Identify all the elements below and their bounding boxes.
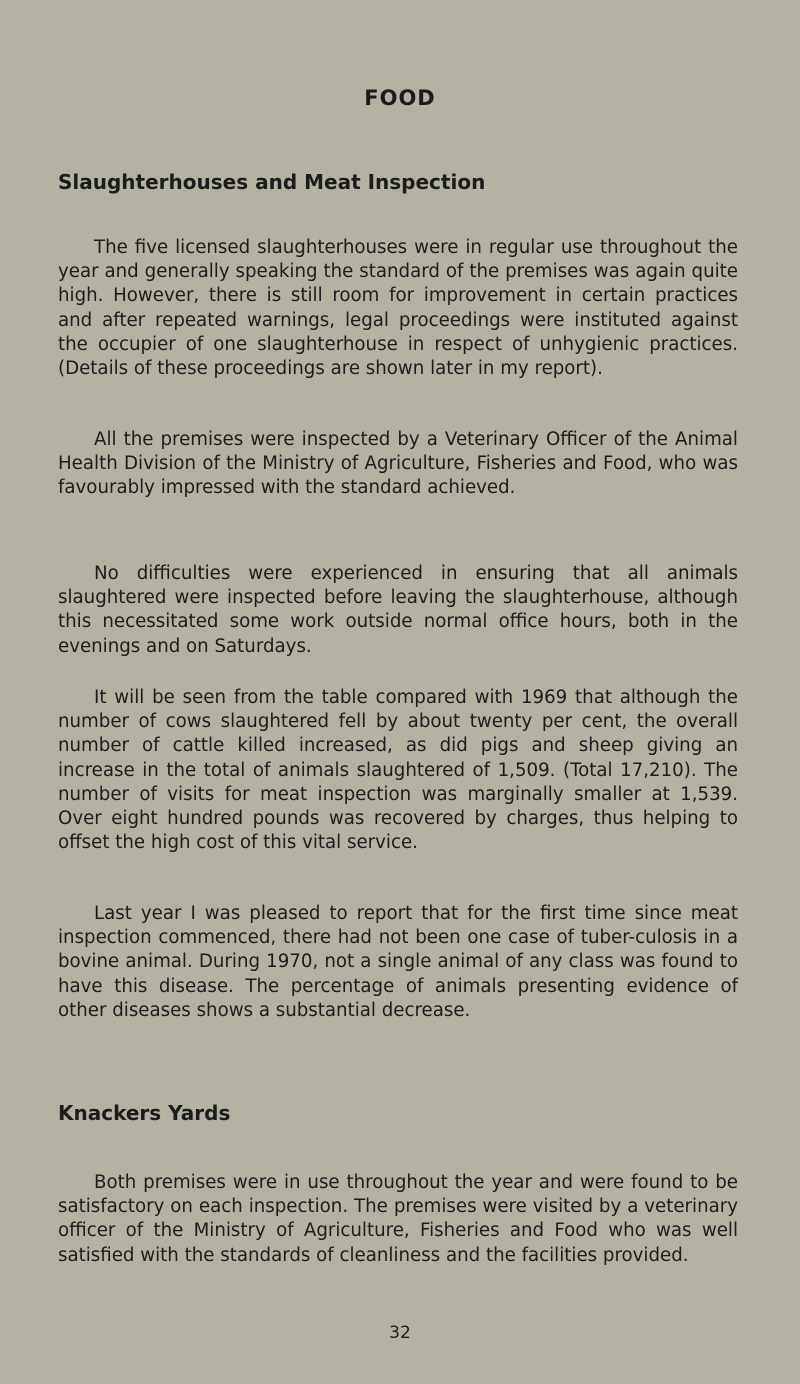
- page-number: 32: [389, 1323, 411, 1343]
- paragraph-knackers-yards: Both premises were in use throughout the year and were found to be satisfactory on each inspection. The premises were visited by a veterinary officer of the Ministry of Agriculture, Fisheries and Food who was well satisfied with the standards of cleanliness and the facilities provided.: [58, 1172, 738, 1266]
- section-heading-slaughterhouses: Slaughterhouses and Meat Inspection: [58, 170, 486, 194]
- paragraph-tuberculosis: Last year I was pleased to report that for the first time since meat inspection commenced, there had not been one case of tuber-culosis in a bovine animal. During 1970, not a single animal of any class was found to have this disease. The percentage of animals presenting evidence of other diseases shows a substantial decrease.: [58, 903, 738, 1021]
- section-heading-knackers-yards: Knackers Yards: [58, 1101, 231, 1125]
- page-title: FOOD: [364, 86, 436, 110]
- paragraph-inspection-hours: No difficulties were experienced in ensuring that all animals slaughtered were inspected before leaving the slaughterhouse, although this necessitated some work outside normal office hours, both in the evenings and on Saturdays.: [58, 563, 738, 657]
- paragraph-slaughterhouses-standard: The five licensed slaughterhouses were in regular use throughout the year and generally speaking the standard of the premises was again quite high. However, there is still room for improvement in certain practices and after repeated warnings, legal proceedings were instituted against the occupier of one slaughterhouse in respect of unhygienic practices. (Details of these proceedings are shown later in my report).: [58, 237, 738, 380]
- paragraph-veterinary-inspection: All the premises were inspected by a Veterinary Officer of the Animal Health Division of the Ministry of Agriculture, Fisheries and Food, who was favourably impressed with the standard achieved.: [58, 429, 738, 499]
- paragraph-slaughter-statistics: It will be seen from the table compared with 1969 that although the number of cows slaughtered fell by about twenty per cent, the overall number of cattle killed increased, as did pigs and sheep giving an increase in the total of animals slaughtered of 1,509. (Total 17,210). The number of visits for meat inspection was marginally smaller at 1,539. Over eight hundred pounds was recovered by charges, thus helping to offset the high cost of this vital service.: [58, 687, 738, 854]
